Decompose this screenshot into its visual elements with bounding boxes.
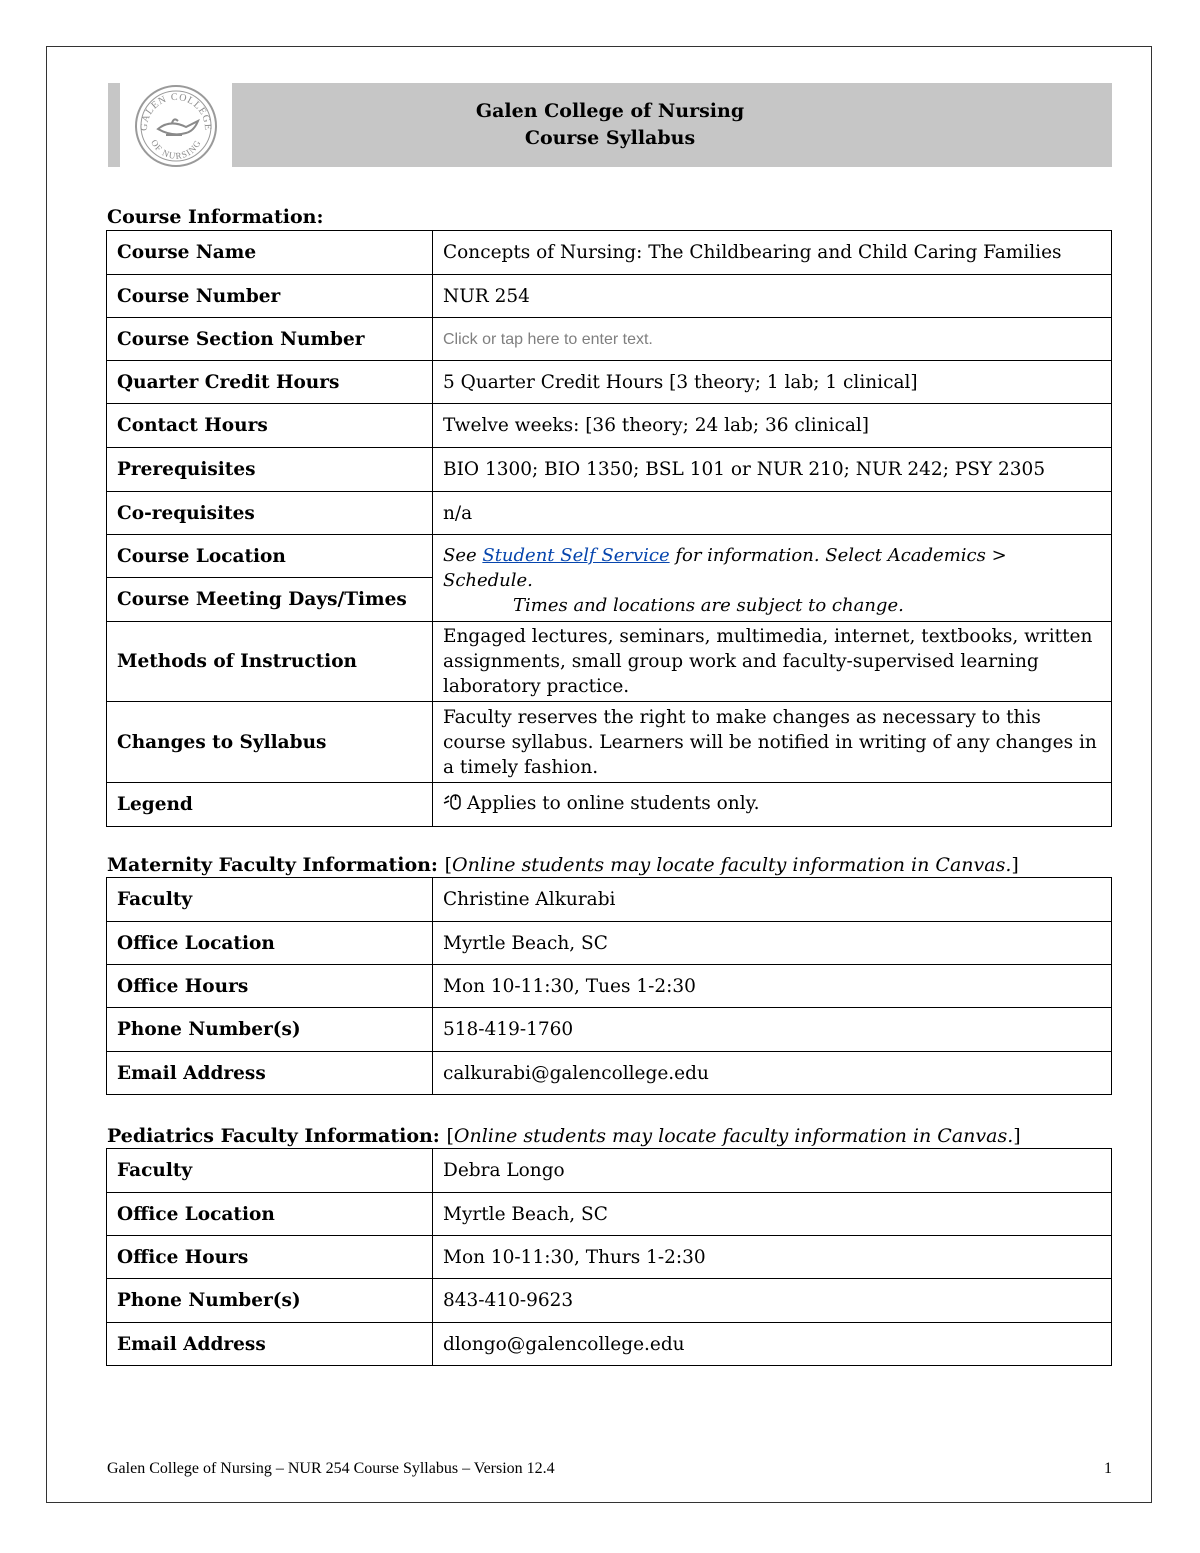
table-row xyxy=(107,783,1112,827)
document-title: Course Syllabus xyxy=(524,127,696,149)
table-row xyxy=(107,361,1112,404)
table-row xyxy=(107,535,1112,578)
row-value: Christine Alkurabi xyxy=(433,878,1112,922)
row-label: Faculty xyxy=(107,878,433,922)
seal-text-top: GALEN COLLEGE xyxy=(138,91,214,132)
row-label: Co-requisites xyxy=(107,492,433,535)
table-row xyxy=(107,448,1112,492)
location-note-line2: Times and locations are subject to change. xyxy=(513,595,904,616)
table-row xyxy=(107,1323,1112,1366)
row-label: Phone Number(s) xyxy=(107,1279,433,1323)
row-label: Course Name xyxy=(107,231,433,275)
email-link[interactable]: dlongo@galencollege.edu xyxy=(433,1323,1112,1366)
row-value: BIO 1300; BIO 1350; BSL 101 or NUR 210; NUR 242; PSY 2305 xyxy=(433,448,1112,492)
page-number: 1 xyxy=(1104,1460,1112,1477)
table-row xyxy=(107,318,1112,361)
row-label: Legend xyxy=(107,783,433,827)
row-label: Prerequisites xyxy=(107,448,433,492)
maternity-faculty-table xyxy=(106,877,1112,1095)
course-section-input[interactable] xyxy=(433,318,1112,361)
page-footer xyxy=(107,1460,1112,1478)
row-value: Myrtle Beach, SC xyxy=(433,922,1112,965)
row-label: Quarter Credit Hours xyxy=(107,361,433,404)
row-label: Office Location xyxy=(107,1193,433,1236)
email-link[interactable]: calkurabi@galencollege.edu xyxy=(433,1052,1112,1095)
table-row xyxy=(107,702,1112,783)
table-row xyxy=(107,275,1112,318)
college-name: Galen College of Nursing xyxy=(475,100,745,122)
row-value: Faculty reserves the right to make changes as necessary to this course syllabus. Learners will be notified in writing of any changes in a timely fashion. xyxy=(433,702,1112,783)
row-value: Debra Longo xyxy=(433,1149,1112,1193)
row-label: Office Hours xyxy=(107,1236,433,1279)
row-value: NUR 254 xyxy=(433,275,1112,318)
table-row xyxy=(107,878,1112,922)
table-row xyxy=(107,1149,1112,1193)
table-row xyxy=(107,1236,1112,1279)
seal-text-bottom: OF NURSING xyxy=(148,137,204,161)
row-value: 5 Quarter Credit Hours [3 theory; 1 lab; 1 clinical] xyxy=(433,361,1112,404)
row-label: Methods of Instruction xyxy=(107,622,433,702)
table-row xyxy=(107,404,1112,448)
row-label: Email Address xyxy=(107,1323,433,1366)
course-info-table xyxy=(106,230,1112,827)
maternity-heading-text: Maternity Faculty Information: xyxy=(107,854,438,876)
table-row xyxy=(107,1052,1112,1095)
row-label: Contact Hours xyxy=(107,404,433,448)
location-note xyxy=(433,535,1112,622)
row-value: n/a xyxy=(433,492,1112,535)
row-label: Course Number xyxy=(107,275,433,318)
page-title xyxy=(108,98,1112,152)
row-label: Course Section Number xyxy=(107,318,433,361)
maternity-heading: Maternity Faculty Information: [Online students may locate faculty information in Canvas.] xyxy=(107,854,1019,876)
row-label: Changes to Syllabus xyxy=(107,702,433,783)
mouse-icon xyxy=(443,792,463,819)
student-self-service-link[interactable]: Student Self Service xyxy=(482,545,670,566)
row-value: Engaged lectures, seminars, multimedia, internet, textbooks, written assignments, small group work and faculty-supervised learning laboratory practice. xyxy=(433,622,1112,702)
row-value: 843-410-9623 xyxy=(433,1279,1112,1323)
row-label: Faculty xyxy=(107,1149,433,1193)
row-value: Mon 10-11:30, Thurs 1-2:30 xyxy=(433,1236,1112,1279)
legend-text: Applies to online students only. xyxy=(467,792,760,814)
table-row xyxy=(107,231,1112,275)
maternity-note: Online students may locate faculty information in Canvas. xyxy=(452,854,1012,876)
table-row xyxy=(107,622,1112,702)
row-label: Course Meeting Days/Times xyxy=(107,578,433,622)
table-row xyxy=(107,1008,1112,1052)
table-row xyxy=(107,965,1112,1008)
legend-value xyxy=(433,783,1112,827)
row-label: Office Hours xyxy=(107,965,433,1008)
pediatrics-heading: Pediatrics Faculty Information: [Online students may locate faculty information in Canvas.] xyxy=(107,1125,1021,1147)
row-label: Phone Number(s) xyxy=(107,1008,433,1052)
row-value: 518-419-1760 xyxy=(433,1008,1112,1052)
table-row xyxy=(107,492,1112,535)
location-note-after: for information. Select Academics > Schedule. xyxy=(443,545,1007,591)
row-value: Mon 10-11:30, Tues 1-2:30 xyxy=(433,965,1112,1008)
placeholder-text: Click or tap here to enter text. xyxy=(443,331,653,348)
pediatrics-faculty-table xyxy=(106,1148,1112,1366)
location-note-see: See xyxy=(443,545,483,566)
pediatrics-note: Online students may locate faculty information in Canvas. xyxy=(453,1125,1014,1147)
table-row xyxy=(107,922,1112,965)
pediatrics-heading-text: Pediatrics Faculty Information: xyxy=(107,1125,440,1147)
table-row xyxy=(107,1193,1112,1236)
row-label: Email Address xyxy=(107,1052,433,1095)
row-value: Myrtle Beach, SC xyxy=(433,1193,1112,1236)
row-label: Office Location xyxy=(107,922,433,965)
row-value: Twelve weeks: [36 theory; 24 lab; 36 clinical] xyxy=(433,404,1112,448)
course-info-heading: Course Information: xyxy=(107,206,324,228)
row-value: Concepts of Nursing: The Childbearing and Child Caring Families xyxy=(433,231,1112,275)
footer-text: Galen College of Nursing – NUR 254 Course Syllabus – Version 12.4 xyxy=(107,1460,555,1477)
row-label: Course Location xyxy=(107,535,433,578)
table-row xyxy=(107,1279,1112,1323)
